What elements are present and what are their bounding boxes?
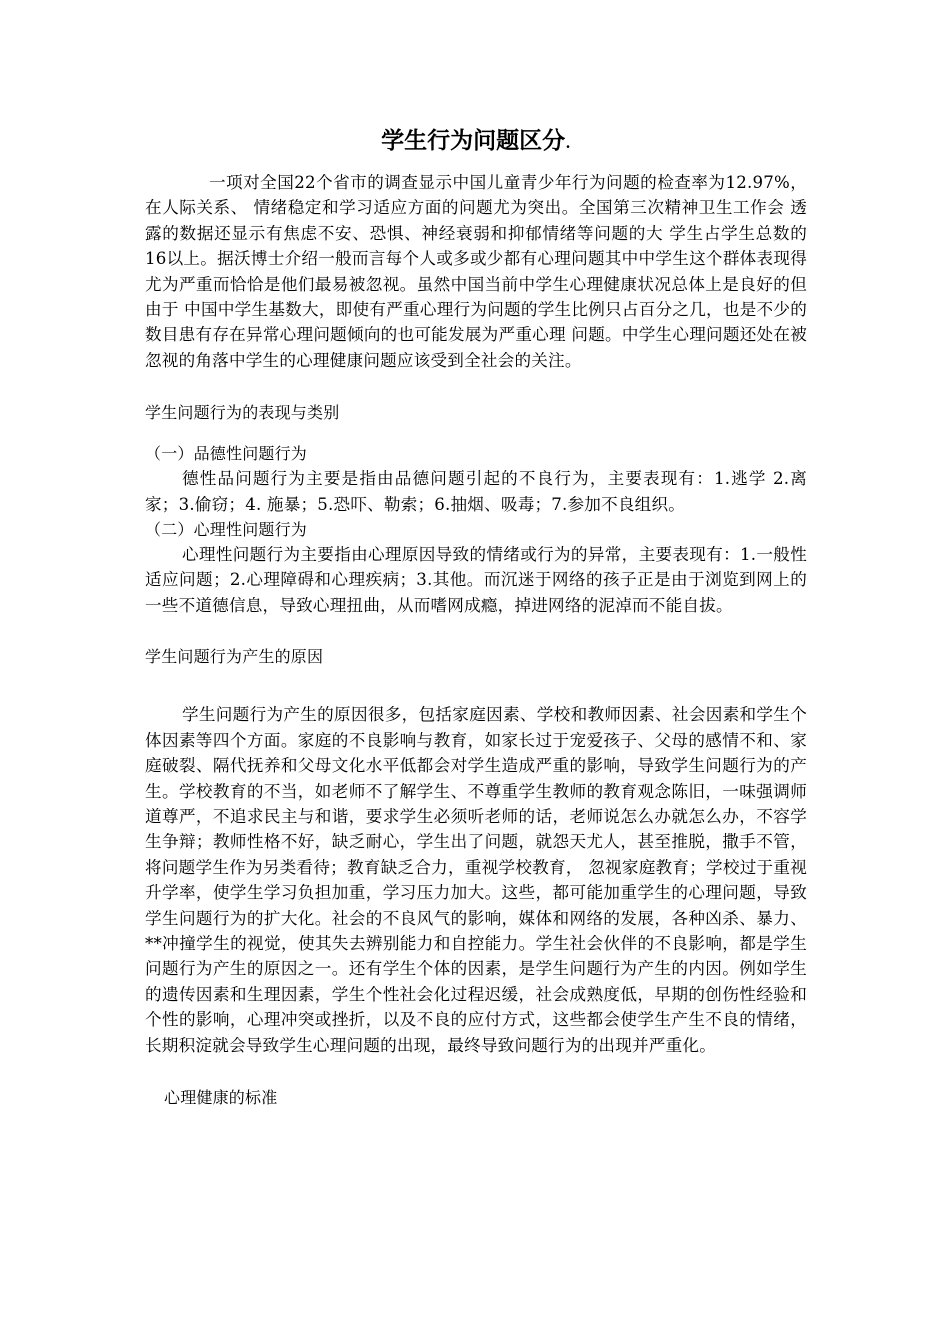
- moral-paragraph: 德性品问题行为主要是指由品德问题引起的不良行为，主要表现有：1.逃学 2.离家；3.偷窃；4. 施暴；5.恐吓、勒索；6.抽烟、吸毒；7.参加不良组织。: [145, 469, 807, 514]
- section-heading-behavior: 学生问题行为的表现与类别: [145, 403, 340, 423]
- document-page: [145, 126, 807, 1110]
- page-title-suffix: .: [565, 128, 571, 153]
- page-title-text: 学生行为问题区分: [381, 128, 566, 154]
- intro-paragraph: 一项对全国22个省市的调查显示中国儿童青少年行为问题的检查率为12.97%，在人际关系、 情绪稳定和学习适应方面的问题尤为突出。全国第三次精神卫生工作会 透露的数据还显示有焦虑不安、恐惧、神经衰弱和抑郁情绪等问题的大 学生占学生总数的16以上。据沃博士介绍一般而言每个人或多或少都有心理问题其中中学生这个群体表现得尤为严重而恰恰是他们最易被忽视。虽然中国当前中学生心理健康状况总体上是良好的但由于 中国中学生基数大，即使有严重心理行为问题的学生比例只占百分之几，也是不少的数目患有存在异常心理问题倾向的也可能发展为严重心理 问题。中学生心理问题还处在被忽视的角落中学生的心理健康问题应该受到全社会的关注。: [145, 173, 807, 370]
- subheading-psych: （二）心理性问题行为: [145, 520, 308, 540]
- section-heading-cause: 学生问题行为产生的原因: [145, 647, 324, 667]
- cause-paragraph: 学生问题行为产生的原因很多，包括家庭因素、学校和教师因素、社会因素和学生个体因素等四个方面。家庭的不良影响与教育，如家长过于宠爱孩子、父母的感情不和、家庭破裂、隔代抚养和父母文化水平低都会对学生造成严重的影响，导致学生问题行为的产生。学校教育的不当，如老师不了解学生、不尊重学生教师的教育观念陈旧，一味强调师道尊严，不追求民主与和谐，要求学生必须听老师的话，老师说怎么办就怎么办，不容学生争辩；教师性格不好，缺乏耐心，学生出了问题，就怨天尤人，甚至推脱，撒手不管，将问题学生作为另类看待；教育缺乏合力，重视学校教育， 忽视家庭教育；学校过于重视升学率，使学生学习负担加重，学习压力加大。这些，都可能加重学生的心理问题，导致学生问题行为的扩大化。社会的不良风气的影响，媒体和网络的发展，各种凶杀、暴力、**冲撞学生的视觉，使其失去辨别能力和自控能力。学生社会伙伴的不良影响，都是学生问题行为产生的原因之一。还有学生个体的因素，是学生问题行为产生的内因。例如学生的遗传因素和生理因素，学生个性社会化过程迟缓，社会成熟度低，早期的创伤性经验和个性的影响，心理冲突或挫折，以及不良的应付方式，这些都会使学生产生不良的情绪，长期积淀就会导致学生心理问题的出现，最终导致问题行为的出现并严重化。: [145, 705, 807, 1055]
- subheading-moral: （一）品德性问题行为: [145, 444, 308, 464]
- section-heading-health: 心理健康的标准: [164, 1087, 278, 1107]
- psych-paragraph: 心理性问题行为主要指由心理原因导致的情绪或行为的异常，主要表现有：1.一般性适应问题；2.心理障碍和心理疾病；3.其他。而沉迷于网络的孩子正是由于浏览到网上的一些不道德信息，导致心理扭曲，从而嗜网成瘾，掉进网络的泥淖而不能自拔。: [145, 545, 807, 615]
- page-title: [145, 126, 807, 156]
